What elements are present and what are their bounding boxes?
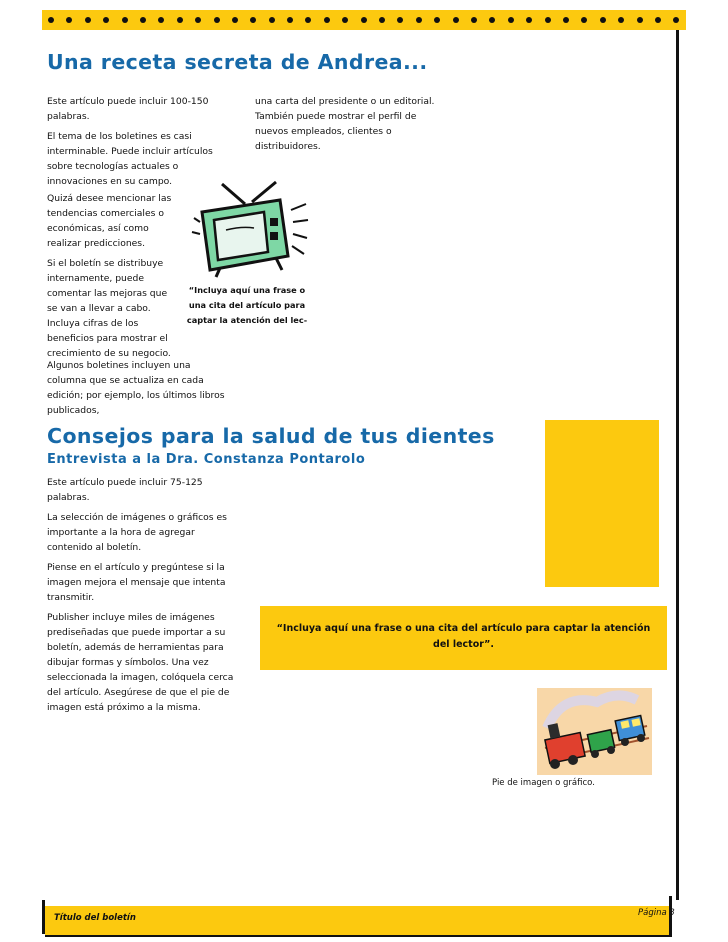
banner-dot xyxy=(66,17,72,23)
banner-dot xyxy=(581,17,587,23)
article2-para-2: La selección de imágenes o gráficos es importante a la hora de agregar contenido al boletín. xyxy=(47,512,227,553)
article1-para-4: Si el boletín se distribuye internamente, puede comentar las mejoras que se van a llevar a cabo. Incluya cifras de los beneficios para mostrar el crecimiento de su negocio. xyxy=(47,258,171,359)
article2-body xyxy=(47,475,243,720)
article1-col1-narrow xyxy=(47,191,175,366)
banner-dot xyxy=(637,17,643,23)
banner-dot xyxy=(434,17,440,23)
banner-dot xyxy=(103,17,109,23)
article1-col2-para: una carta del presidente o un editorial. También puede mostrar el perfil de nuevos empleados, clientes o distribuidores. xyxy=(255,96,435,152)
article2-para-4: Publisher incluye miles de imágenes prediseñadas que puede importar a su boletín, además de herramientas para dibujar formas y símbolos. Una vez seleccionada la imagen, colóquela cerca del artículo. Asegúrese de que el pie de imagen está próximo a la misma. xyxy=(47,612,234,713)
banner-dot xyxy=(618,17,624,23)
banner-dot xyxy=(232,17,238,23)
banner-dot xyxy=(287,17,293,23)
article1-col1-bottom xyxy=(47,358,243,423)
banner-dot xyxy=(195,17,201,23)
banner-dot xyxy=(269,17,275,23)
toy-train-icon xyxy=(537,688,652,775)
footer-bottom-line xyxy=(45,935,672,937)
article2-subtitle: Entrevista a la Dra. Constanza Pontarolo xyxy=(47,452,366,467)
article2-quote-box xyxy=(260,606,667,670)
article2-caption: Pie de imagen o gráfico. xyxy=(492,778,595,788)
banner-dot xyxy=(655,17,661,23)
frame-right-line xyxy=(676,30,679,900)
banner-dot xyxy=(250,17,256,23)
article2-title: Consejos para la salud de tus dientes xyxy=(47,424,495,448)
banner-dot xyxy=(526,17,532,23)
newsletter-title: Título del boletín xyxy=(54,913,136,923)
banner-dot xyxy=(489,17,495,23)
banner-dot xyxy=(158,17,164,23)
footer-bar xyxy=(45,906,669,936)
article2-quote: “Incluya aquí una frase o una cita del artículo para captar la atención del lector”. xyxy=(276,623,651,650)
banner-dot xyxy=(122,17,128,23)
banner-dot xyxy=(342,17,348,23)
article1-pull-quote: “Incluya aquí una frase o una cita del artículo para captar la atención del lec- xyxy=(186,285,308,325)
banner-dot xyxy=(324,17,330,23)
cartoon-tv-icon xyxy=(190,178,310,278)
article2-para-3: Piense en el artículo y pregúntese si la imagen mejora el mensaje que intenta transmitir. xyxy=(47,562,226,603)
banner-dot xyxy=(471,17,477,23)
banner-dot xyxy=(600,17,606,23)
banner-dot xyxy=(397,17,403,23)
banner-dot xyxy=(177,17,183,23)
banner-dot xyxy=(48,17,54,23)
banner-dot xyxy=(416,17,422,23)
page-number: Página 3 xyxy=(638,908,675,918)
banner-dot xyxy=(563,17,569,23)
article1-col2 xyxy=(255,94,451,159)
top-banner xyxy=(42,10,686,30)
banner-dot xyxy=(545,17,551,23)
banner-dot xyxy=(673,17,679,23)
article1-para-2: El tema de los boletines es casi interminable. Puede incluir artículos sobre tecnologías actuales o innovaciones en su campo. xyxy=(47,131,213,187)
frame-left-line xyxy=(42,900,45,934)
article1-para-1: Este artículo puede incluir 100-150 palabras. xyxy=(47,96,209,122)
banner-dot xyxy=(305,17,311,23)
banner-dot xyxy=(453,17,459,23)
banner-dot xyxy=(85,17,91,23)
banner-dot xyxy=(214,17,220,23)
article2-para-1: Este artículo puede incluir 75-125 palabras. xyxy=(47,477,203,503)
article2-title-wrap xyxy=(47,424,495,448)
banner-dot xyxy=(361,17,367,23)
banner-dot xyxy=(508,17,514,23)
article1-title-wrap xyxy=(47,50,428,74)
banner-dot xyxy=(140,17,146,23)
sidebar-box xyxy=(545,420,659,587)
article1-title: Una receta secreta de Andrea... xyxy=(47,50,428,74)
article1-para-3: Quizá desee mencionar las tendencias comerciales o económicas, así como realizar predicciones. xyxy=(47,193,172,249)
banner-dots xyxy=(48,17,679,23)
banner-dot xyxy=(379,17,385,23)
article1-para-5: Algunos boletines incluyen una columna que se actualiza en cada edición; por ejemplo, los últimos libros publicados, xyxy=(47,360,225,416)
